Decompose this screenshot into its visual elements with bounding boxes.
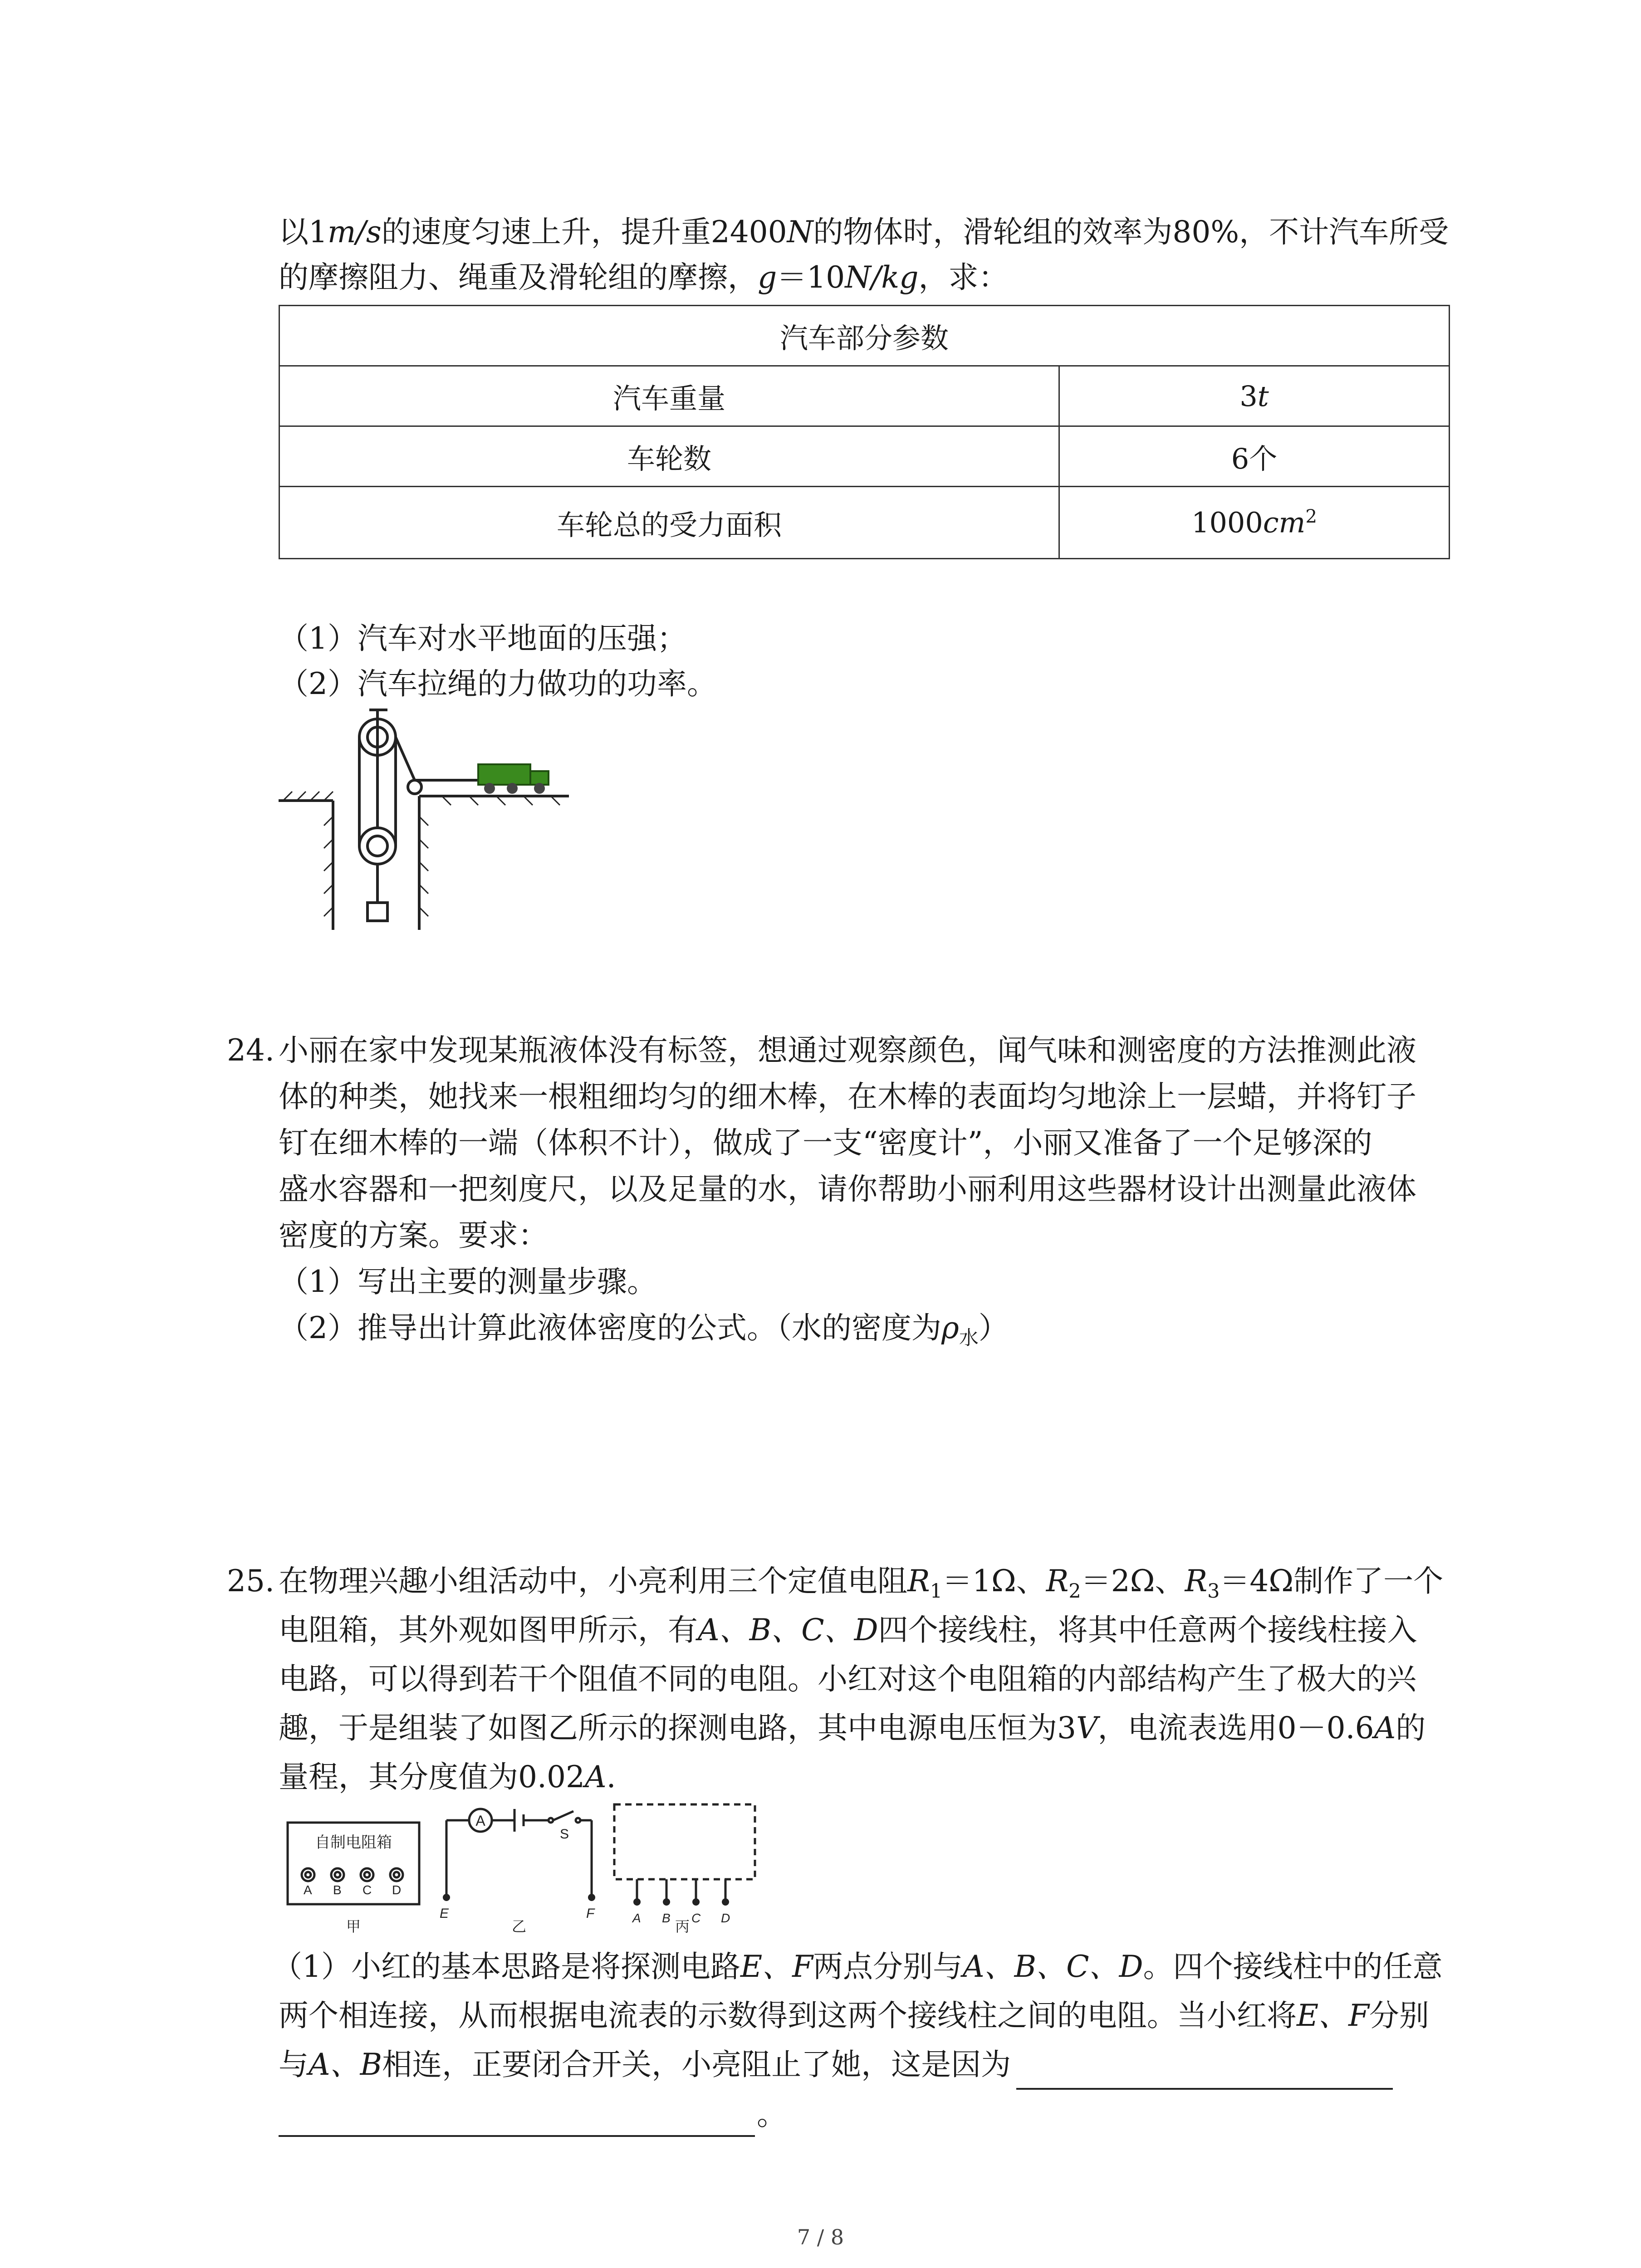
table-cell-value: 3t: [1059, 366, 1450, 426]
table-row: [279, 426, 1450, 487]
terminal-label: C: [691, 1911, 701, 1925]
terminal-label: B: [333, 1883, 342, 1897]
table-row: [279, 487, 1450, 559]
terminal-label: A: [304, 1883, 312, 1897]
answer-blank-1[interactable]: [1016, 2081, 1393, 2090]
q25-sub1-end: 。: [757, 2097, 787, 2132]
q23-text-line1: 以1m/s的速度匀速上升，提升重2400N的物体时，滑轮组的效率为80%，不计汽车所受: [279, 215, 1449, 249]
q25-line1: 在物理兴趣小组活动中，小亮利用三个定值电阻$R_1=1\Omega$、$R_2=2\Omega$、$R_3=4\Omega$制作了一个: [279, 1564, 1444, 1603]
terminal-label: A: [632, 1911, 641, 1925]
q24-line5: 密度的方案。要求：: [279, 1218, 548, 1253]
q24-line2: 体的种类，她找来一根粗细均匀的细木棒，在木棒的表面均匀地涂上一层蜡，并将钉子: [279, 1079, 1416, 1114]
truck-icon: [478, 764, 549, 794]
terminal-label: D: [721, 1911, 730, 1925]
table-header: 汽车部分参数: [279, 306, 1450, 366]
q24-number: 24.: [227, 1033, 274, 1068]
q25-line2: 电阻箱，其外观如图甲所示，有A、B、C、D四个接线柱，将其中任意两个接线柱接入: [279, 1613, 1417, 1647]
q23-text-line2: 的摩擦阻力、绳重及滑轮组的摩擦，g＝10N/kg，求：: [279, 260, 1009, 295]
figure-caption-yi: 乙: [511, 1918, 527, 1935]
q25-sub1-line3: 与A、B相连，正要闭合开关，小亮阻止了她，这是因为: [279, 2047, 1011, 2082]
answer-blank-2[interactable]: [279, 2128, 755, 2137]
table-cell-label: 车轮数: [279, 426, 1059, 487]
table-cell-label: 车轮总的受力面积: [279, 487, 1059, 559]
q25-line5: 量程，其分度值为0.02A.: [279, 1760, 616, 1794]
q23-sub1: （1）汽车对水平地面的压强；: [279, 621, 687, 656]
q25-sub1-line1: （1）小红的基本思路是将探测电路E、F两点分别与A、B、C、D。四个接线柱中的任意: [272, 1949, 1443, 1984]
point-e-label: E: [440, 1906, 449, 1921]
table-row: [279, 366, 1450, 426]
table-cell-label: 汽车重量: [279, 366, 1059, 426]
terminal-label: B: [662, 1911, 671, 1925]
figure-caption-bing: 丙: [675, 1918, 690, 1935]
q24-sub2: （2）推导出计算此液体密度的公式。（水的密度为$\rho_水$）: [279, 1310, 1009, 1350]
q25-line3: 电路，可以得到若干个阻值不同的电阻。小红对这个电阻箱的内部结构产生了极大的兴: [279, 1662, 1416, 1696]
terminal-label: C: [362, 1883, 372, 1897]
ammeter-icon: A: [475, 1813, 485, 1829]
table-cell-value: $1000cm^2$: [1059, 487, 1450, 559]
q25-line4: 趣，于是组装了如图乙所示的探测电路，其中电源电压恒为3V，电流表选用0－0.6A的: [279, 1711, 1426, 1745]
q23-sub2: （2）汽车拉绳的力做功的功率。: [279, 666, 717, 701]
q25-number: 25.: [227, 1564, 274, 1598]
q25-sub1-line2: 两个相连接，从而根据电流表的示数得到这两个接线柱之间的电阻。当小红将E、F分别: [279, 1998, 1429, 2033]
q24-line3: 钉在细木棒的一端（体积不计），做成了一支“密度计”，小丽又准备了一个足够深的: [279, 1125, 1372, 1160]
switch-label: S: [560, 1827, 569, 1842]
q24-line1: 小丽在家中发现某瓶液体没有标签，想通过观察颜色，闻气味和测密度的方法推测此液: [279, 1033, 1416, 1068]
resistor-box-label: 自制电阻箱: [315, 1834, 392, 1851]
vehicle-parameter-table: [279, 305, 1450, 559]
point-f-label: F: [586, 1906, 595, 1921]
pulley-truck-figure: [279, 708, 569, 934]
q24-sub1: （1）写出主要的测量步骤。: [279, 1264, 657, 1299]
table-cell-value: 6个: [1059, 426, 1450, 487]
terminal-label: D: [392, 1883, 402, 1897]
q24-line4: 盛水容器和一把刻度尺，以及足量的水，请你帮助小丽利用这些器材设计出测量此液体: [279, 1172, 1416, 1207]
page-number: 7 / 8: [797, 2225, 844, 2249]
resistor-box-circuit-figure: [279, 1800, 787, 1936]
figure-caption-jia: 甲: [346, 1918, 361, 1935]
